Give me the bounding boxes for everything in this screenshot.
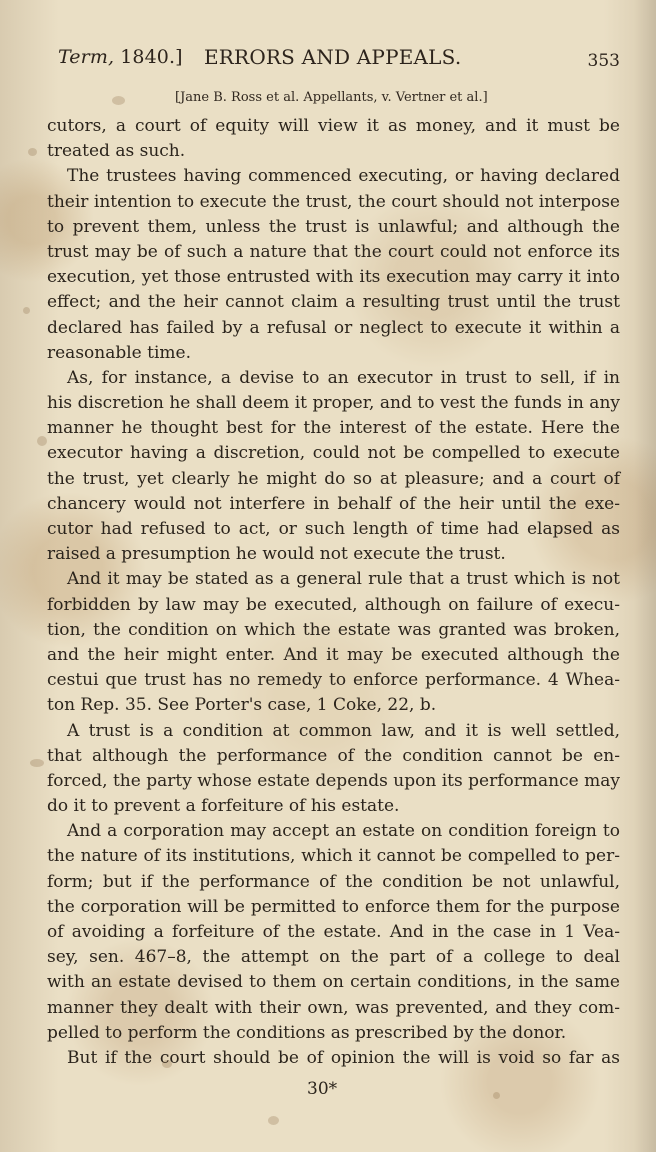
body-line: cestui que trust has no remedy to enforce performance. 4 Whea- — [47, 670, 620, 691]
body-line: the corporation will be permitted to enforce them for the purpose — [47, 896, 620, 917]
running-header — [58, 43, 620, 71]
body-line: the trust, yet clearly he might do so at pleasure; and a court of — [47, 468, 620, 489]
body-line: As, for instance, a devise to an executor in trust to sell, if in — [67, 367, 620, 388]
body-line: And a corporation may accept an estate on condition foreign to — [67, 821, 620, 842]
body-line: form; but if the performance of the condition be not unlawful, — [47, 871, 620, 892]
body-line: with an estate devised to them on certain conditions, in the same — [47, 972, 620, 993]
page-body — [47, 114, 620, 1071]
term-label — [58, 46, 183, 68]
body-line: the nature of its institutions, which it cannot be compelled to per- — [47, 846, 620, 867]
body-line: tion, the condition on which the estate was granted was broken, — [47, 619, 620, 640]
signature-mark: 30* — [307, 1079, 338, 1099]
body-line: execution, yet those entrusted with its execution may carry it into — [47, 267, 620, 288]
term-year: 1840.] — [120, 46, 183, 68]
body-line: forbidden by law may be executed, although on failure of execu- — [47, 594, 620, 615]
body-line: chancery would not interfere in behalf of the heir until the exe- — [47, 493, 620, 514]
body-line: that although the performance of the condition cannot be en- — [47, 745, 620, 766]
body-line: A trust is a condition at common law, and it is well settled, — [67, 720, 620, 741]
case-caption: [Jane B. Ross et al. Appellants, v. Vertner et al.] — [175, 90, 488, 105]
body-line: to prevent them, unless the trust is unlawful; and although the — [47, 216, 620, 237]
body-line: trust may be of such a nature that the court could not enforce its — [47, 241, 620, 262]
term-word: Term, — [58, 46, 115, 68]
body-line: pelled to perform the conditions as prescribed by the donor. — [47, 1022, 567, 1043]
foxing-spot — [28, 148, 37, 156]
foxing-spot — [112, 96, 125, 105]
page-number: 353 — [587, 51, 620, 71]
body-line: cutor had refused to act, or such length of time had elapsed as — [47, 519, 620, 539]
foxing-spot — [30, 759, 44, 767]
body-line: effect; and the heir cannot claim a resulting trust until the trust — [47, 292, 620, 313]
foxing-spot — [268, 1116, 279, 1125]
body-line: of avoiding a forfeiture of the estate. And in the case in 1 Vea- — [47, 922, 620, 942]
body-line: manner he thought best for the interest of the estate. Here the — [47, 418, 620, 439]
body-line: raised a presumption he would not execute the trust. — [47, 544, 506, 565]
body-line: But if the court should be of opinion the will is void so far as — [67, 1047, 620, 1068]
body-line: sey, sen. 467–8, the attempt on the part of a college to deal — [47, 947, 620, 968]
body-line: and the heir might enter. And it may be executed although the — [47, 644, 620, 665]
body-line: treated as such. — [47, 141, 186, 162]
foxing-spot — [37, 436, 47, 446]
body-line: his discretion he shall deem it proper, and to vest the funds in any — [47, 393, 620, 414]
foxing-spot — [23, 307, 30, 314]
body-line: cutors, a court of equity will view it as money, and it must be — [47, 116, 620, 136]
body-line: forced, the party whose estate depends upon its performance may — [47, 770, 620, 791]
body-line: The trustees having commenced executing, or having declared — [67, 166, 620, 187]
page-title: ERRORS AND APPEALS. — [204, 45, 462, 69]
body-line: declared has failed by a refusal or neglect to execute it within a — [47, 317, 620, 338]
body-line: manner they dealt with their own, was prevented, and they com- — [47, 997, 620, 1018]
body-line: executor having a discretion, could not be compelled to execute — [47, 443, 620, 464]
body-line: And it may be stated as a general rule that a trust which is not — [67, 569, 620, 590]
body-line: ton Rep. 35. See Porter's case, 1 Coke, 22, b. — [47, 695, 437, 716]
body-line: their intention to execute the trust, the court should not interpose — [47, 191, 620, 212]
body-line: reasonable time. — [47, 342, 192, 363]
foxing-spot — [493, 1092, 500, 1099]
body-line: do it to prevent a forfeiture of his estate. — [47, 796, 400, 817]
